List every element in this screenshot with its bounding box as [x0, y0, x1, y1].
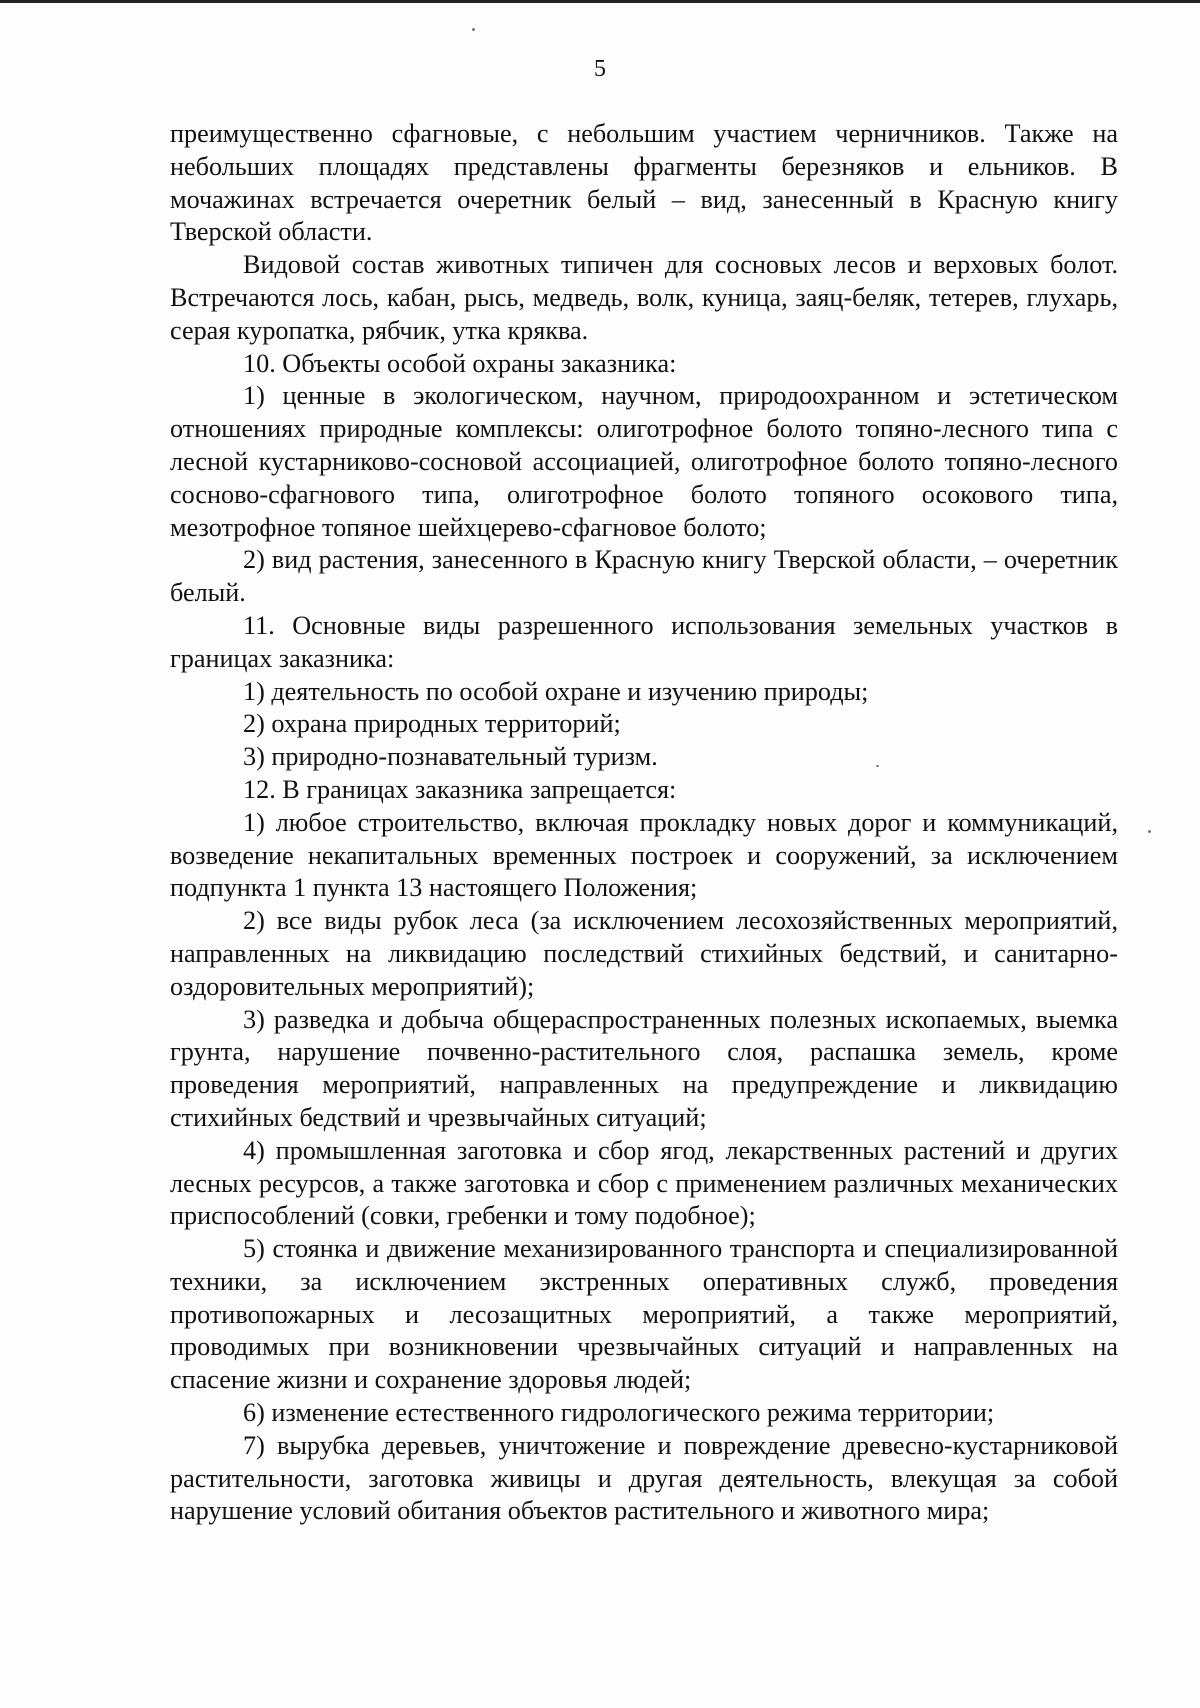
scan-speck	[1148, 830, 1151, 833]
list-item: 1) деятельность по особой охране и изучению природы;	[243, 676, 869, 706]
top-edge-line	[0, 0, 1200, 3]
scan-speck	[472, 28, 475, 31]
list-item: 1) любое строительство, включая прокладку новых дорог и коммуникаций, возведение некапитальных временных построек и сооружений, за исключением подпункта 1 пункта 13 настоящего Положения;	[170, 807, 1118, 903]
list-item: 3) разведка и добыча общераспространенных полезных ископаемых, выемка грунта, нарушение почвенно-растительного слоя, распашка земель, кроме проведения мероприятий, направленных на предупреждение и ликвидацию стихийных бедствий и чрезвычайных ситуаций;	[170, 1004, 1118, 1132]
list-item: 3) природно-познавательный туризм.	[243, 742, 658, 772]
list-item: 7) вырубка деревьев, уничтожение и повреждение древесно-кустарниковой растительности, заготовка живицы и другая деятельность, влекущая за собой нарушение условий обитания объектов растительного и животного мира;	[170, 1430, 1118, 1526]
section-heading: 11. Основные виды разрешенного использования земельных участков в границах заказника:	[170, 610, 1118, 673]
paragraph: Видовой состав животных типичен для сосновых лесов и верховых болот. Встречаются лось, кабан, рысь, медведь, волк, куница, заяц-беляк, тетерев, глухарь, серая куропатка, рябчик, утка кряква.	[170, 250, 1118, 345]
list-item: 1) ценные в экологическом, научном, природоохранном и эстетическом отношениях природные комплексы: олиготрофное болото топяно-лесного типа с лесной кустарниково-сосновой ассоциацией, олиготрофное болото топяно-лесного сосново-сфагнового типа, олиготрофное болото топяного осокового типа, мезотрофное топяное шейхцерево-сфагновое болото;	[170, 381, 1118, 542]
list-item: 2) все виды рубок леса (за исключением лесохозяйственных мероприятий, направленных на ликвидацию последствий стихийных бедствий, и санитарно-оздоровительных мероприятий);	[170, 906, 1118, 1001]
section-heading: 10. Объекты особой охраны заказника:	[243, 348, 677, 378]
page-number: 5	[594, 56, 606, 82]
list-item: 6) изменение естественного гидрологического режима территории;	[243, 1398, 995, 1428]
list-item: 5) стоянка и движение механизированного транспорта и специализированной техники, за исключением экстренных оперативных служб, проведения противопожарных и лесозащитных мероприятий, а также мероприятий, проводимых при возникновении чрезвычайных ситуаций и направленных на спасение жизни и сохранение здоровья людей;	[170, 1234, 1118, 1395]
list-item: 2) охрана природных территорий;	[243, 709, 621, 739]
document-body	[170, 118, 1118, 1528]
section-heading: 12. В границах заказника запрещается:	[243, 774, 677, 804]
list-item: 4) промышленная заготовка и сбор ягод, лекарственных растений и других лесных ресурсов, а также заготовка и сбор с применением различных механических приспособлений (совки, гребенки и тому подобное);	[170, 1135, 1118, 1231]
paragraph: преимущественно сфагновые, с небольшим участием черничников. Также на небольших площадях представлены фрагменты березняков и ельников. В мочажинах встречается очеретник белый – вид, занесенный в Красную книгу Тверской области.	[170, 119, 1118, 247]
list-item: 2) вид растения, занесенного в Красную книгу Тверской области, – очеретник белый.	[170, 545, 1118, 608]
